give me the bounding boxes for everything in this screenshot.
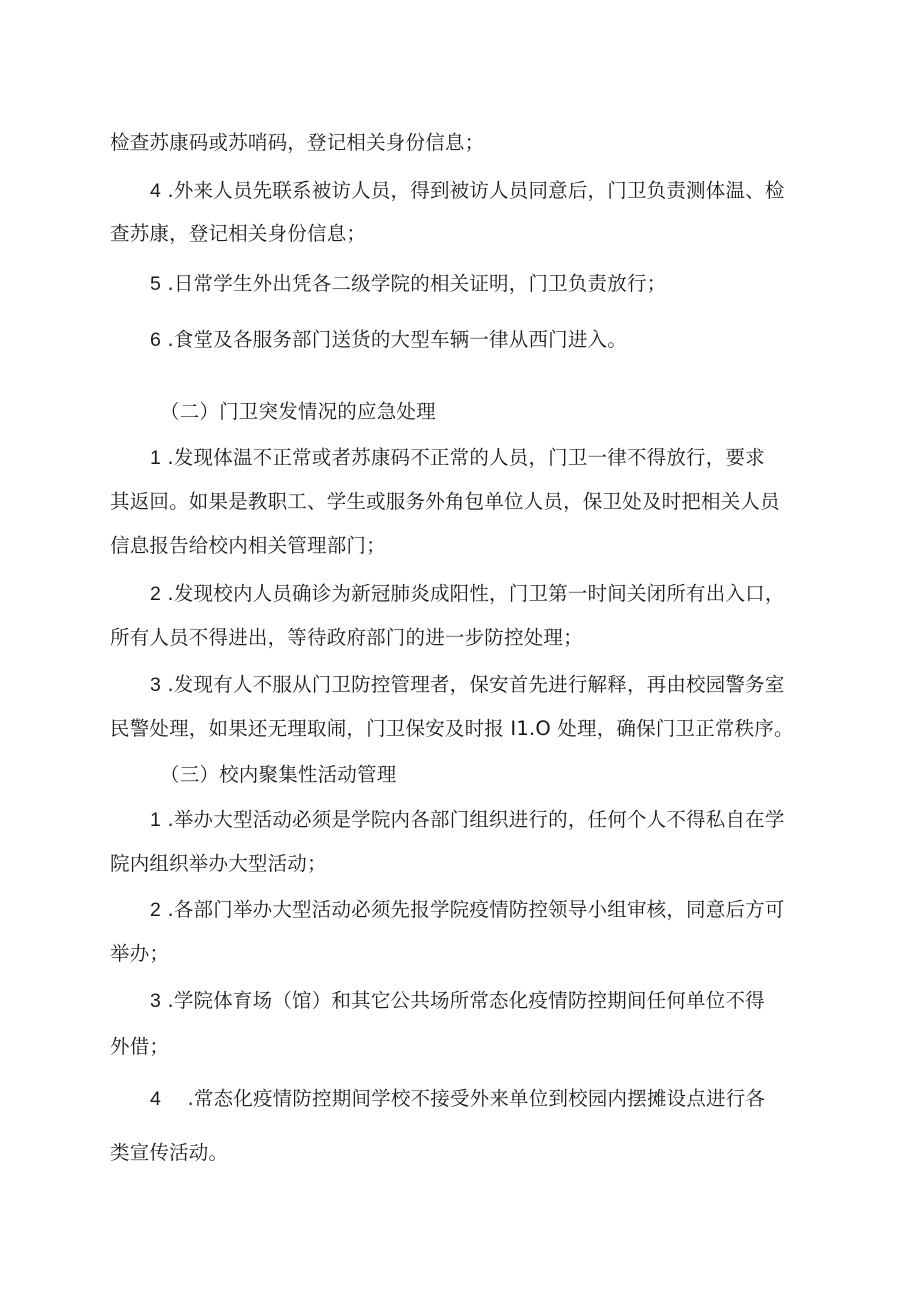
list-item-1 bbox=[150, 808, 850, 832]
list-item-3 bbox=[150, 673, 850, 697]
paragraph-line: 类宣传活动。 bbox=[110, 1141, 229, 1164]
list-item-5 bbox=[150, 272, 850, 296]
item-number: 4 bbox=[150, 180, 162, 202]
list-item-1 bbox=[150, 446, 850, 470]
item-text: .发现有人不服从门卫防控管理者，保安首先进行解释，再由校园警务室 bbox=[161, 673, 785, 696]
paragraph-line: 民警处理，如果还无理取闹，门卫保安及时报 I1.O 处理，确保门卫正常秩序。 bbox=[110, 717, 794, 740]
item-number: 1 bbox=[150, 447, 162, 469]
item-number: 2 bbox=[150, 583, 162, 605]
paragraph-line: 信息报告给校内相关管理部门； bbox=[110, 534, 386, 557]
paragraph-line: 举办； bbox=[110, 942, 170, 965]
item-number: 5 bbox=[150, 273, 162, 295]
paragraph-line: 其返回。如果是教职工、学生或服务外角包单位人员，保卫处及时把相关人员 bbox=[110, 490, 780, 513]
list-item-4 bbox=[150, 1087, 850, 1111]
item-text: .日常学生外出凭各二级学院的相关证明，门卫负责放行； bbox=[161, 272, 667, 295]
item-number: 3 bbox=[150, 990, 162, 1012]
item-number: 4 bbox=[150, 1088, 162, 1110]
item-number: 6 bbox=[150, 329, 162, 351]
item-text: .学院体育场（馆）和其它公共场所常态化疫情防控期间任何单位不得 bbox=[161, 989, 765, 1012]
list-item-2 bbox=[150, 582, 850, 606]
list-item-2 bbox=[150, 898, 850, 922]
item-text: .常态化疫情防控期间学校不接受外来单位到校园内摆摊设点进行各 bbox=[181, 1087, 766, 1110]
paragraph-line: 外借； bbox=[110, 1035, 170, 1058]
item-number: 3 bbox=[150, 674, 162, 696]
list-item-4 bbox=[150, 179, 850, 203]
list-item-3 bbox=[150, 989, 850, 1013]
section-heading: （二）门卫突发情况的应急处理 bbox=[160, 400, 436, 423]
item-text: .举办大型活动必须是学院内各部门组织进行的，任何个人不得私自在学 bbox=[161, 808, 785, 831]
list-item-6 bbox=[150, 328, 850, 352]
item-number: 1 bbox=[150, 809, 162, 831]
item-text: .食堂及各服务部门送货的大型车辆一律从西门进入。 bbox=[161, 328, 627, 351]
paragraph-line: 查苏康，登记相关身份信息； bbox=[110, 222, 367, 245]
paragraph-line: 检查苏康码或苏哨码，登记相关身份信息； bbox=[110, 131, 485, 154]
item-text: .发现校内人员确诊为新冠肺炎成阳性，门卫第一时间关闭所有出入口， bbox=[161, 582, 785, 605]
item-text: .各部门举办大型活动必须先报学院疫情防控领导小组审核，同意后方可 bbox=[161, 898, 785, 921]
item-number: 2 bbox=[150, 899, 162, 921]
paragraph-line: 院内组织举办大型活动； bbox=[110, 852, 327, 875]
item-text: .发现体温不正常或者苏康码不正常的人员，门卫一律不得放行，要求 bbox=[161, 446, 765, 469]
item-text: .外来人员先联系被访人员，得到被访人员同意后，门卫负责测体温、检 bbox=[161, 179, 785, 202]
section-heading: （三）校内聚集性活动管理 bbox=[160, 763, 397, 786]
paragraph-line: 所有人员不得进出，等待政府部门的进一步防控处理； bbox=[110, 626, 583, 649]
